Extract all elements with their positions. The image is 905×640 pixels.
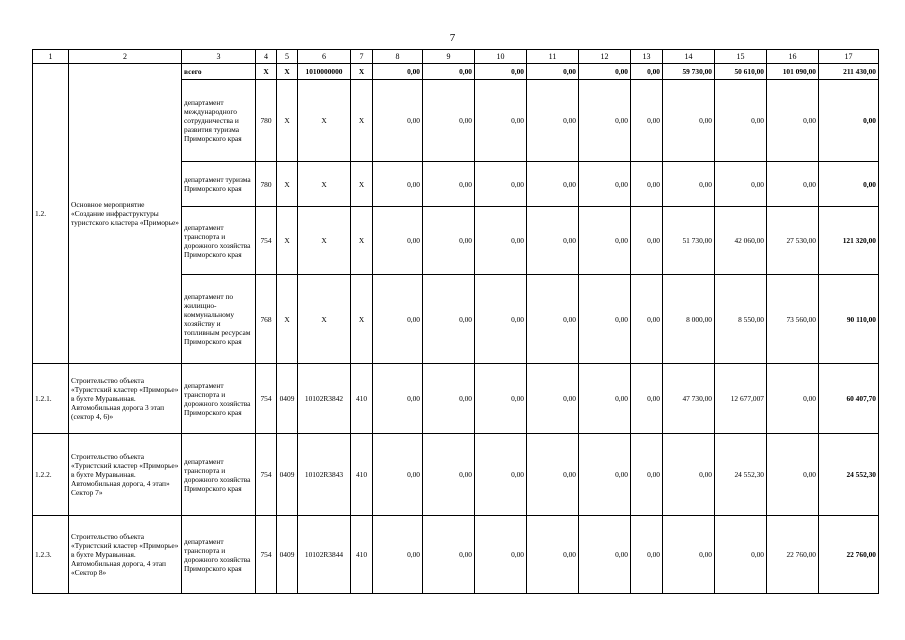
value-cell: 0,00 <box>579 275 631 364</box>
code-cell: 768 <box>256 275 277 364</box>
value-cell: 0,00 <box>373 364 423 434</box>
code-cell: X <box>351 80 373 162</box>
measure-name: Основное мероприятие «Создание инфраструктуры туристского кластера «Приморье» <box>69 64 182 364</box>
value-cell: 51 730,00 <box>663 207 715 275</box>
value-cell: 0,00 <box>475 434 527 516</box>
value-cell: 0,00 <box>631 162 663 207</box>
header-cell: 7 <box>351 50 373 64</box>
code-cell: X <box>277 275 298 364</box>
value-cell: 0,00 <box>527 275 579 364</box>
value-cell: 0,00 <box>631 80 663 162</box>
value-cell: 0,00 <box>715 162 767 207</box>
value-cell: 0,00 <box>767 162 819 207</box>
row-number: 1.2. <box>33 64 69 364</box>
code-cell: 754 <box>256 516 277 594</box>
table-row <box>33 434 879 516</box>
value-cell: 0,00 <box>527 364 579 434</box>
table-row <box>33 364 879 434</box>
value-cell: 0,00 <box>631 207 663 275</box>
value-cell: 73 560,00 <box>767 275 819 364</box>
value-cell: 59 730,00 <box>663 64 715 80</box>
value-cell: 0,00 <box>475 162 527 207</box>
value-cell: 0,00 <box>423 162 475 207</box>
value-cell: 121 320,00 <box>819 207 879 275</box>
code-cell: X <box>351 162 373 207</box>
code-cell: 10102R3844 <box>298 516 351 594</box>
table-row <box>33 64 879 80</box>
executor-cell: департамент туризма Приморского края <box>182 162 256 207</box>
code-cell: 1010000000 <box>298 64 351 80</box>
value-cell: 0,00 <box>767 364 819 434</box>
header-cell: 11 <box>527 50 579 64</box>
value-cell: 0,00 <box>423 434 475 516</box>
header-cell: 16 <box>767 50 819 64</box>
header-cell: 2 <box>69 50 182 64</box>
value-cell: 22 760,00 <box>819 516 879 594</box>
header-cell: 3 <box>182 50 256 64</box>
value-cell: 24 552,30 <box>819 434 879 516</box>
executor-cell: департамент транспорта и дорожного хозяйства Приморского края <box>182 434 256 516</box>
table-body <box>33 50 879 594</box>
value-cell: 0,00 <box>475 64 527 80</box>
code-cell: X <box>277 207 298 275</box>
value-cell: 0,00 <box>579 516 631 594</box>
value-cell: 0,00 <box>423 516 475 594</box>
value-cell: 0,00 <box>715 80 767 162</box>
value-cell: 0,00 <box>475 516 527 594</box>
value-cell: 0,00 <box>475 364 527 434</box>
value-cell: 0,00 <box>631 364 663 434</box>
header-cell: 14 <box>663 50 715 64</box>
code-cell: 410 <box>351 434 373 516</box>
value-cell: 0,00 <box>423 364 475 434</box>
value-cell: 50 610,00 <box>715 64 767 80</box>
value-cell: 0,00 <box>579 434 631 516</box>
code-cell: X <box>277 162 298 207</box>
value-cell: 0,00 <box>527 64 579 80</box>
value-cell: 0,00 <box>423 64 475 80</box>
row-number: 1.2.1. <box>33 364 69 434</box>
code-cell: X <box>298 80 351 162</box>
value-cell: 0,00 <box>579 64 631 80</box>
value-cell: 0,00 <box>423 207 475 275</box>
code-cell: 0409 <box>277 364 298 434</box>
header-cell: 13 <box>631 50 663 64</box>
value-cell: 0,00 <box>527 434 579 516</box>
page-number: 7 <box>449 32 456 44</box>
executor-cell: департамент по жилищно-коммунальному хозяйству и топливным ресурсам Приморского края <box>182 275 256 364</box>
value-cell: 0,00 <box>663 80 715 162</box>
table-row <box>33 516 879 594</box>
value-cell: 0,00 <box>475 80 527 162</box>
value-cell: 12 677,007 <box>715 364 767 434</box>
header-cell: 8 <box>373 50 423 64</box>
header-cell: 1 <box>33 50 69 64</box>
value-cell: 0,00 <box>475 207 527 275</box>
header-row <box>33 50 879 64</box>
executor-cell: департамент международного сотрудничества и развития туризма Приморского края <box>182 80 256 162</box>
value-cell: 0,00 <box>373 434 423 516</box>
value-cell: 0,00 <box>373 207 423 275</box>
code-cell: X <box>256 64 277 80</box>
value-cell: 0,00 <box>579 80 631 162</box>
value-cell: 0,00 <box>373 162 423 207</box>
header-cell: 5 <box>277 50 298 64</box>
value-cell: 0,00 <box>423 80 475 162</box>
code-cell: 410 <box>351 364 373 434</box>
value-cell: 8 000,00 <box>663 275 715 364</box>
value-cell: 90 110,00 <box>819 275 879 364</box>
row-number: 1.2.2. <box>33 434 69 516</box>
header-cell: 6 <box>298 50 351 64</box>
code-cell: X <box>298 275 351 364</box>
value-cell: 24 552,30 <box>715 434 767 516</box>
code-cell: 10102R3843 <box>298 434 351 516</box>
header-cell: 10 <box>475 50 527 64</box>
code-cell: 0409 <box>277 516 298 594</box>
code-cell: 780 <box>256 162 277 207</box>
value-cell: 0,00 <box>715 516 767 594</box>
value-cell: 0,00 <box>579 162 631 207</box>
value-cell: 211 430,00 <box>819 64 879 80</box>
value-cell: 0,00 <box>527 80 579 162</box>
value-cell: 0,00 <box>663 516 715 594</box>
value-cell: 0,00 <box>819 162 879 207</box>
value-cell: 0,00 <box>663 434 715 516</box>
header-cell: 15 <box>715 50 767 64</box>
code-cell: X <box>277 64 298 80</box>
code-cell: 754 <box>256 207 277 275</box>
executor-cell: департамент транспорта и дорожного хозяйства Приморского края <box>182 207 256 275</box>
value-cell: 0,00 <box>423 275 475 364</box>
code-cell: 754 <box>256 364 277 434</box>
value-cell: 42 060,00 <box>715 207 767 275</box>
header-cell: 17 <box>819 50 879 64</box>
value-cell: 0,00 <box>579 207 631 275</box>
header-cell: 4 <box>256 50 277 64</box>
code-cell: 754 <box>256 434 277 516</box>
value-cell: 0,00 <box>373 64 423 80</box>
value-cell: 8 550,00 <box>715 275 767 364</box>
value-cell: 0,00 <box>527 162 579 207</box>
measure-name: Строительство объекта «Туристский кластер «Приморье» в бухте Муравьиная. Автомобильная дорога 3 этап (сектор 4, 6)» <box>69 364 182 434</box>
value-cell: 0,00 <box>767 434 819 516</box>
executor-cell: департамент транспорта и дорожного хозяйства Приморского края <box>182 364 256 434</box>
measure-name: Строительство объекта «Туристский кластер «Приморье» в бухте Муравьиная. Автомобильная дорога, 4 этап «Сектор 8» <box>69 516 182 594</box>
measure-name: Строительство объекта «Туристский кластер «Приморье» в бухте Муравьиная. Автомобильная дорога, 4 этап» Сектор 7» <box>69 434 182 516</box>
value-cell: 0,00 <box>373 516 423 594</box>
code-cell: X <box>298 207 351 275</box>
value-cell: 22 760,00 <box>767 516 819 594</box>
value-cell: 47 730,00 <box>663 364 715 434</box>
value-cell: 0,00 <box>767 80 819 162</box>
value-cell: 0,00 <box>475 275 527 364</box>
value-cell: 0,00 <box>631 516 663 594</box>
value-cell: 0,00 <box>631 434 663 516</box>
value-cell: 27 530,00 <box>767 207 819 275</box>
executor-cell: всего <box>182 64 256 80</box>
value-cell: 0,00 <box>527 207 579 275</box>
code-cell: X <box>298 162 351 207</box>
code-cell: X <box>351 275 373 364</box>
code-cell: 0409 <box>277 434 298 516</box>
header-cell: 12 <box>579 50 631 64</box>
value-cell: 0,00 <box>527 516 579 594</box>
value-cell: 0,00 <box>663 162 715 207</box>
value-cell: 0,00 <box>819 80 879 162</box>
value-cell: 101 090,00 <box>767 64 819 80</box>
value-cell: 60 407,70 <box>819 364 879 434</box>
code-cell: X <box>277 80 298 162</box>
code-cell: 410 <box>351 516 373 594</box>
value-cell: 0,00 <box>579 364 631 434</box>
code-cell: X <box>351 207 373 275</box>
budget-table <box>32 49 879 594</box>
executor-cell: департамент транспорта и дорожного хозяйства Приморского края <box>182 516 256 594</box>
code-cell: 780 <box>256 80 277 162</box>
code-cell: X <box>351 64 373 80</box>
value-cell: 0,00 <box>631 64 663 80</box>
row-number: 1.2.3. <box>33 516 69 594</box>
header-cell: 9 <box>423 50 475 64</box>
value-cell: 0,00 <box>373 80 423 162</box>
code-cell: 10102R3842 <box>298 364 351 434</box>
value-cell: 0,00 <box>631 275 663 364</box>
value-cell: 0,00 <box>373 275 423 364</box>
